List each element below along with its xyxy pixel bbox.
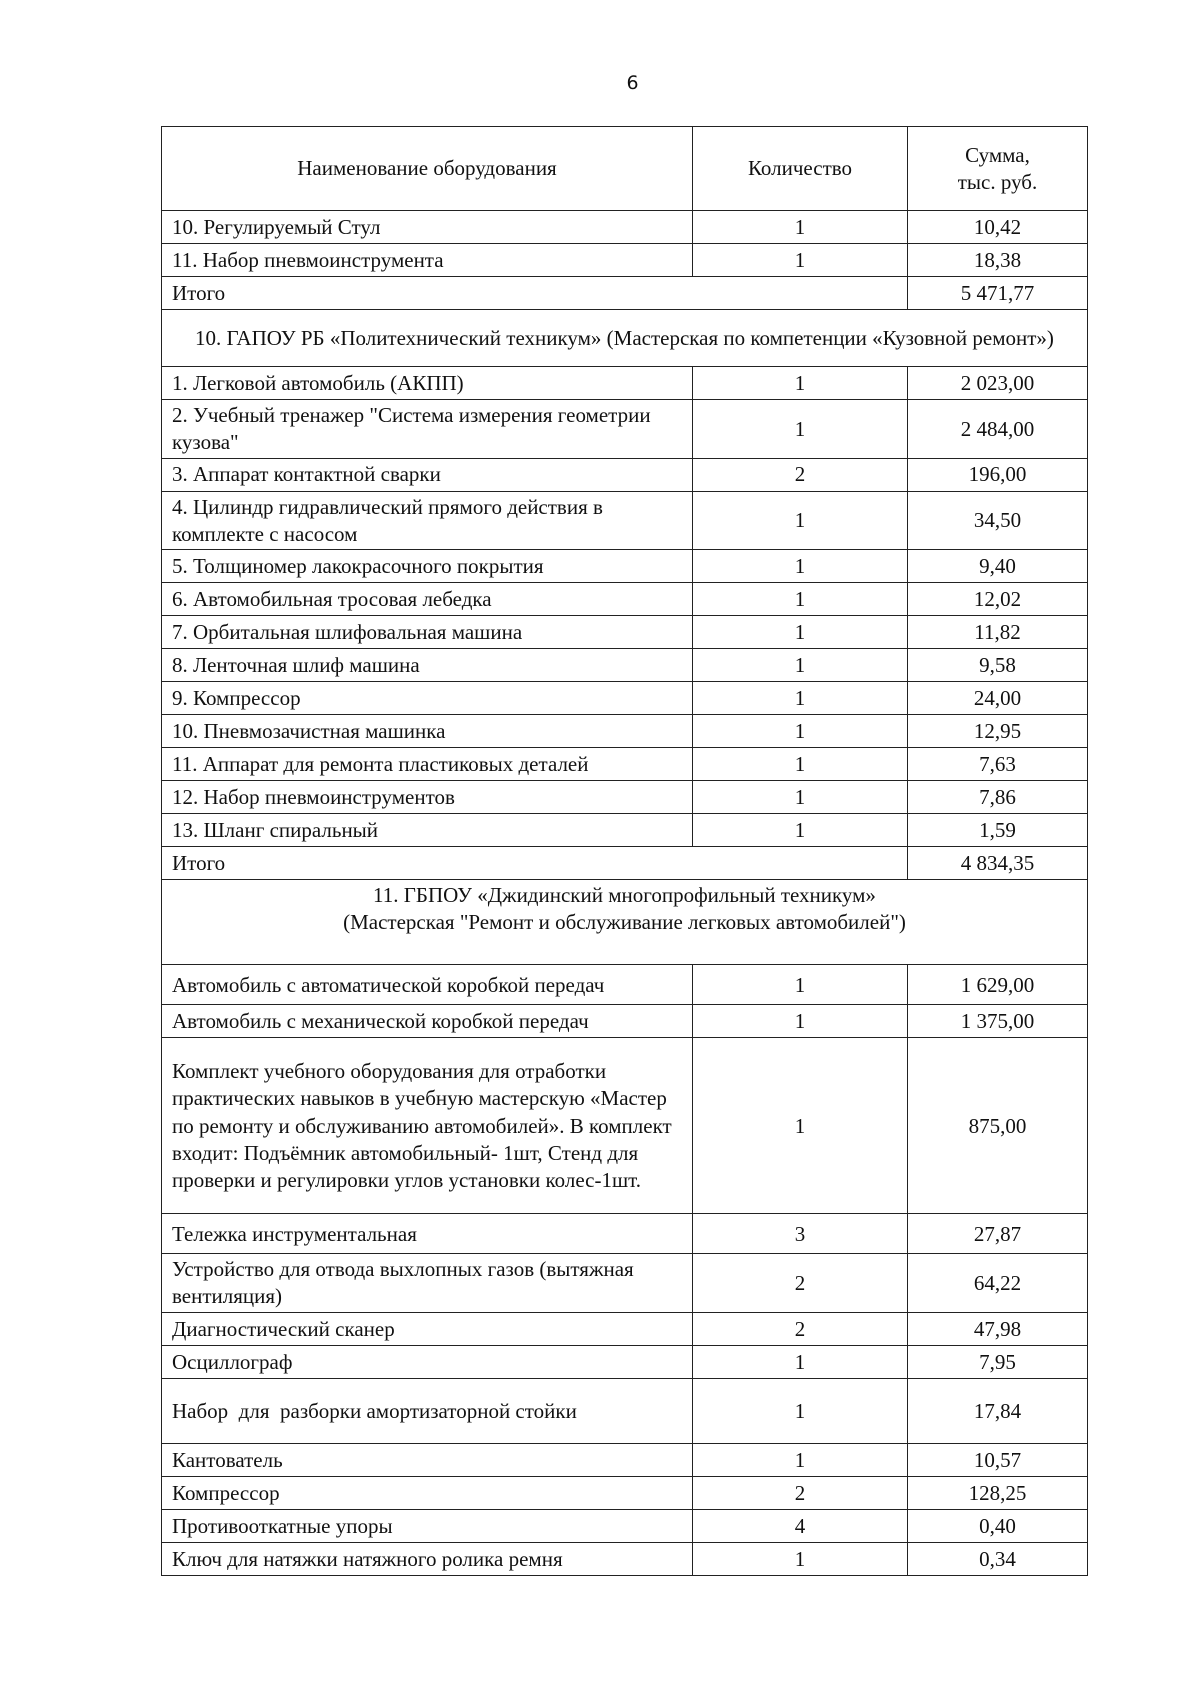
item-qty: 1 [693,244,908,277]
table-row [162,1476,1088,1509]
table-row [162,550,1088,583]
table-row [162,748,1088,781]
item-name: 10. Регулируемый Стул [162,211,693,244]
table-row [162,1345,1088,1378]
table-row [162,1312,1088,1345]
item-name: 13. Шланг спиральный [162,814,693,847]
item-sum: 2 023,00 [908,367,1088,400]
item-qty: 1 [693,550,908,583]
item-qty: 2 [693,1254,908,1313]
section-title [162,880,1088,965]
table-row [162,1005,1088,1038]
page-number: 6 [626,72,639,94]
table-row [162,491,1088,550]
item-name: Кантователь [162,1443,693,1476]
item-qty: 1 [693,649,908,682]
header-sum [908,127,1088,211]
table-row [162,1509,1088,1542]
item-name: Осциллограф [162,1345,693,1378]
item-name: Противооткатные упоры [162,1509,693,1542]
item-sum: 18,38 [908,244,1088,277]
table-row [162,781,1088,814]
table-row [162,400,1088,459]
item-qty: 1 [693,616,908,649]
item-sum: 47,98 [908,1312,1088,1345]
item-sum: 24,00 [908,682,1088,715]
item-name: Компрессор [162,1476,693,1509]
table-row [162,1038,1088,1214]
item-qty: 2 [693,458,908,491]
item-sum: 9,40 [908,550,1088,583]
item-name: 5. Толщиномер лакокрасочного покрытия [162,550,693,583]
total-label: Итого [162,847,908,880]
item-qty: 1 [693,1443,908,1476]
item-name: Набор для разборки амортизаторной стойки [162,1378,693,1443]
total-row [162,847,1088,880]
table-row [162,715,1088,748]
item-sum: 7,86 [908,781,1088,814]
item-qty: 1 [693,400,908,459]
table-row [162,583,1088,616]
table-row [162,649,1088,682]
total-label: Итого [162,277,908,310]
item-sum: 9,58 [908,649,1088,682]
item-name: 11. Набор пневмоинструмента [162,244,693,277]
item-sum: 10,42 [908,211,1088,244]
item-qty: 1 [693,211,908,244]
item-sum: 34,50 [908,491,1088,550]
item-qty: 1 [693,1345,908,1378]
item-qty: 1 [693,1038,908,1214]
header-sum-line1: Сумма, [965,142,1030,167]
item-name: Диагностический сканер [162,1312,693,1345]
total-row [162,277,1088,310]
item-name: 7. Орбитальная шлифовальная машина [162,616,693,649]
item-sum: 12,95 [908,715,1088,748]
table-row [162,244,1088,277]
table-row [162,965,1088,1005]
item-name: Ключ для натяжки натяжного ролика ремня [162,1542,693,1575]
item-qty: 2 [693,1312,908,1345]
item-qty: 1 [693,814,908,847]
table-row [162,1542,1088,1575]
item-sum: 1,59 [908,814,1088,847]
item-name: 10. Пневмозачистная машинка [162,715,693,748]
item-name: Устройство для отвода выхлопных газов (вытяжная вентиляция) [162,1254,693,1313]
table-header [162,127,1088,211]
item-sum: 12,02 [908,583,1088,616]
section-title: 10. ГАПОУ РБ «Политехнический техникум» (Мастерская по компетенции «Кузовной ремонт») [162,310,1088,367]
item-sum: 0,40 [908,1509,1088,1542]
total-value: 5 471,77 [908,277,1088,310]
section-header-row [162,310,1088,367]
item-name: 8. Ленточная шлиф машина [162,649,693,682]
item-sum: 64,22 [908,1254,1088,1313]
table-row [162,367,1088,400]
item-name: Комплект учебного оборудования для отработки практических навыков в учебную мастерскую «Мастер по ремонту и обслуживанию автомобилей». В комплект входит: Подъёмник автомобильный- 1шт, Стенд для проверки и регулировки углов установки колес-1шт. [162,1038,693,1214]
table-row [162,682,1088,715]
item-name: 9. Компрессор [162,682,693,715]
item-name: Автомобиль с автоматической коробкой передач [162,965,693,1005]
item-sum: 10,57 [908,1443,1088,1476]
item-sum: 7,95 [908,1345,1088,1378]
item-name: 2. Учебный тренажер "Система измерения геометрии кузова" [162,400,693,459]
item-qty: 1 [693,583,908,616]
item-name: 11. Аппарат для ремонта пластиковых деталей [162,748,693,781]
item-sum: 2 484,00 [908,400,1088,459]
item-qty: 1 [693,491,908,550]
item-name: 12. Набор пневмоинструментов [162,781,693,814]
item-qty: 2 [693,1476,908,1509]
item-qty: 1 [693,748,908,781]
item-sum: 128,25 [908,1476,1088,1509]
item-qty: 1 [693,682,908,715]
table-row [162,211,1088,244]
table-row [162,1254,1088,1313]
item-sum: 1 375,00 [908,1005,1088,1038]
item-sum: 17,84 [908,1378,1088,1443]
item-sum: 1 629,00 [908,965,1088,1005]
header-sum-line2: тыс. руб. [957,170,1038,194]
total-value: 4 834,35 [908,847,1088,880]
item-qty: 1 [693,1005,908,1038]
item-qty: 1 [693,1378,908,1443]
table-row [162,1214,1088,1254]
section-title-line2: (Мастерская "Ремонт и обслуживание легковых автомобилей") [343,910,906,935]
equipment-table [161,126,1088,1576]
item-qty: 4 [693,1509,908,1542]
table-row [162,458,1088,491]
table-row [162,1378,1088,1443]
section-title-line1: 11. ГБПОУ «Джидинский многопрофильный техникум» [373,883,876,908]
item-sum: 196,00 [908,458,1088,491]
item-name: 6. Автомобильная тросовая лебедка [162,583,693,616]
header-name: Наименование оборудования [162,127,693,211]
table-row [162,616,1088,649]
item-sum: 0,34 [908,1542,1088,1575]
item-name: Автомобиль с механической коробкой передач [162,1005,693,1038]
item-sum: 11,82 [908,616,1088,649]
item-name: Тележка инструментальная [162,1214,693,1254]
item-qty: 1 [693,1542,908,1575]
item-qty: 1 [693,715,908,748]
item-sum: 7,63 [908,748,1088,781]
item-qty: 1 [693,965,908,1005]
item-qty: 1 [693,781,908,814]
item-name: 3. Аппарат контактной сварки [162,458,693,491]
item-qty: 1 [693,367,908,400]
item-qty: 3 [693,1214,908,1254]
item-name: 1. Легковой автомобиль (АКПП) [162,367,693,400]
item-name: 4. Цилиндр гидравлический прямого действия в комплекте с насосом [162,491,693,550]
header-quantity: Количество [693,127,908,211]
section-header-row [162,880,1088,965]
table-row [162,1443,1088,1476]
item-sum: 27,87 [908,1214,1088,1254]
table-row [162,814,1088,847]
item-sum: 875,00 [908,1038,1088,1214]
